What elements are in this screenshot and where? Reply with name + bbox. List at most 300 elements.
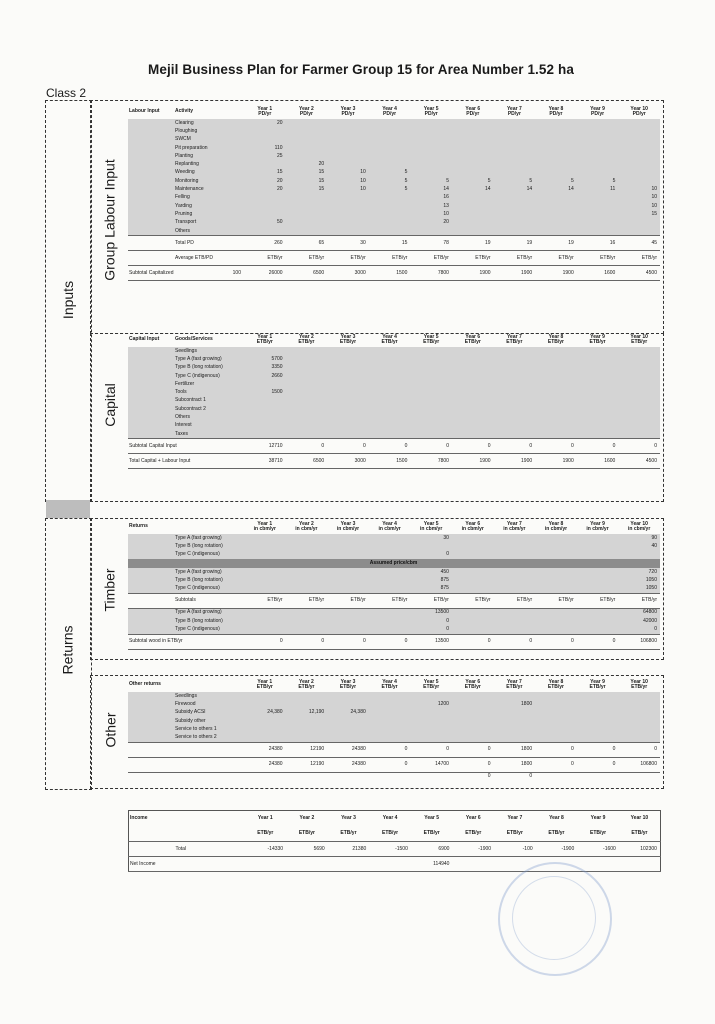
unit-label: in cbm/yr — [628, 525, 651, 532]
table-cell — [494, 372, 536, 380]
value-cell — [577, 692, 619, 700]
table-cell — [327, 388, 369, 396]
value-cell — [327, 227, 369, 236]
table-cell — [286, 576, 328, 584]
year-label: Year 8 — [548, 333, 564, 340]
value-cell — [618, 127, 660, 135]
table-cell — [128, 177, 174, 185]
value-cell — [452, 194, 494, 202]
value-cell — [244, 160, 286, 168]
value-cell — [286, 194, 328, 202]
table-cell — [494, 388, 536, 396]
table-cell — [494, 608, 536, 617]
value-cell — [494, 144, 536, 152]
timber-row — [128, 542, 660, 550]
value-cell — [286, 136, 328, 144]
item-label: Others — [174, 413, 244, 421]
unit-cell: ETB/yr — [423, 830, 440, 836]
wood-row — [128, 634, 660, 649]
other-row — [128, 733, 660, 742]
table-cell — [577, 542, 619, 550]
value-cell — [494, 119, 536, 127]
table-cell — [129, 842, 175, 857]
capital-row — [128, 413, 660, 421]
year-header — [327, 677, 369, 692]
value-cell: 45 — [618, 236, 660, 251]
table-cell — [128, 169, 174, 177]
value-cell — [286, 210, 328, 218]
value-cell: 106800 — [618, 757, 660, 772]
table-cell — [535, 347, 577, 355]
value-cell — [327, 194, 369, 202]
value-cell: -1500 — [369, 842, 411, 857]
value-cell: 13500 — [410, 634, 452, 649]
unit-label: PD/yr — [466, 110, 480, 117]
table-cell — [244, 551, 286, 559]
table-cell — [369, 422, 411, 430]
table-cell — [618, 430, 660, 439]
type-label: Type C (indigenous) — [174, 584, 244, 593]
type-label: Type B (long rotation) — [174, 617, 244, 625]
table-cell — [410, 347, 452, 355]
type-label: Type B (long rotation) — [174, 576, 244, 584]
unit-cell: ETB/yr — [340, 830, 357, 836]
value-cell — [452, 227, 494, 236]
item-label: Service to others 2 — [174, 733, 244, 742]
value-cell: 1900 — [535, 454, 577, 469]
value-cell: 106800 — [618, 634, 660, 649]
value-cell: 10 — [618, 185, 660, 193]
value-cell — [286, 733, 328, 742]
net-value: 114940 — [411, 857, 453, 872]
table-cell — [128, 593, 174, 608]
table-cell — [128, 576, 174, 584]
value-cell — [535, 692, 577, 700]
table-cell — [535, 430, 577, 439]
type-label: Type A (fast growing) — [174, 568, 244, 576]
table-cell — [369, 430, 411, 439]
value-cell — [244, 210, 286, 218]
value-cell — [244, 725, 286, 733]
band-label: Assumed price/cbm — [369, 559, 494, 568]
table-cell — [369, 413, 411, 421]
value-cell — [535, 119, 577, 127]
value-cell — [535, 202, 577, 210]
value-cell: 6500 — [286, 454, 328, 469]
value-cell: 1500 — [369, 454, 411, 469]
table-cell — [286, 405, 328, 413]
value-cell — [286, 227, 328, 236]
table-cell — [535, 397, 577, 405]
value-cell — [618, 160, 660, 168]
year-label: Year 8 — [548, 678, 564, 685]
table-cell — [128, 542, 174, 550]
value-cell: 5 — [369, 177, 411, 185]
table-cell — [577, 617, 619, 625]
subtotal-label: Subtotal Capital Input — [128, 439, 174, 454]
value-cell: 5 — [577, 177, 619, 185]
unit-label: ETB/yr — [547, 683, 565, 690]
table-cell — [577, 559, 619, 568]
other-row — [128, 717, 660, 725]
table-cell — [128, 717, 174, 725]
unit-label: in cbm/yr — [544, 525, 568, 532]
total-row — [128, 454, 660, 469]
table-cell — [618, 559, 660, 568]
value-cell — [410, 127, 452, 135]
value-cell: 0 — [452, 742, 494, 757]
value-cell: 0 — [327, 634, 369, 649]
capital-row — [128, 355, 660, 363]
unit-label: PD/yr — [549, 110, 563, 117]
table-cell — [327, 430, 369, 439]
value-cell — [327, 725, 369, 733]
table-cell — [128, 202, 174, 210]
value-cell: 7800 — [410, 454, 452, 469]
table-cell — [286, 542, 328, 550]
table-cell — [128, 251, 174, 266]
year-label: Year 8 — [548, 520, 564, 527]
year-label: Year 6 — [465, 678, 481, 685]
table-cell — [369, 584, 411, 593]
table-cell — [286, 772, 328, 781]
other-label: Other — [102, 712, 119, 748]
table-cell — [577, 388, 619, 396]
table-cell — [286, 380, 328, 388]
year-header — [452, 519, 494, 534]
year-label: Year 7 — [506, 105, 522, 112]
value-cell: 0 — [286, 439, 328, 454]
year-label: Year 6 — [465, 815, 481, 821]
value-cell: 24,380 — [327, 709, 369, 717]
item-label: Interest — [174, 422, 244, 430]
year-label: Year 7 — [507, 815, 523, 821]
value-cell: 0 — [452, 757, 494, 772]
table-cell — [128, 372, 174, 380]
value-cell — [618, 177, 660, 185]
year-header — [452, 104, 494, 119]
value-cell: -1900 — [452, 842, 494, 857]
table-cell — [452, 608, 494, 617]
value-cell — [535, 169, 577, 177]
value-cell — [452, 144, 494, 152]
table-cell — [286, 568, 328, 576]
value-cell: 0 — [369, 757, 411, 772]
table-cell — [286, 534, 328, 542]
value-cell — [369, 152, 411, 160]
value-cell: 20 — [244, 185, 286, 193]
value-cell — [494, 733, 536, 742]
value-cell: 20 — [410, 219, 452, 227]
table-cell — [410, 380, 452, 388]
table-cell — [494, 576, 536, 584]
year-header — [535, 677, 577, 692]
year-label: Year 1 — [257, 815, 273, 821]
value-cell — [494, 136, 536, 144]
table-cell — [327, 380, 369, 388]
value-cell: 3000 — [327, 266, 369, 281]
table-cell — [174, 559, 244, 568]
value-cell — [244, 227, 286, 236]
table-cell — [286, 617, 328, 625]
unit-label: ETB/yr — [256, 338, 273, 345]
value-cell: 15 — [369, 236, 411, 251]
year-label: Year 3 — [341, 815, 356, 821]
labour-row — [128, 210, 660, 218]
year-label: Year 8 — [548, 105, 564, 112]
value-cell: 720 — [618, 568, 660, 576]
table-cell — [128, 617, 174, 625]
table-cell — [535, 568, 577, 576]
table-cell — [286, 397, 328, 405]
value-cell: 12,190 — [286, 709, 328, 717]
type-label: Type A (fast growing) — [174, 608, 244, 617]
table-cell — [244, 608, 286, 617]
table-cell — [327, 568, 369, 576]
table-cell — [577, 372, 619, 380]
year-header — [410, 677, 452, 692]
table-cell — [286, 857, 328, 872]
year-label: Year 2 — [299, 678, 314, 685]
value-cell — [618, 709, 660, 717]
value-cell — [494, 219, 536, 227]
value-cell: 5 — [535, 177, 577, 185]
table-cell — [327, 625, 369, 634]
unit-cell: ETB/yr — [577, 593, 619, 608]
item-label: Fertilizer — [174, 380, 244, 388]
year-label: Year 10 — [630, 333, 648, 340]
capital-row — [128, 372, 660, 380]
value-cell: 0 — [535, 757, 577, 772]
unit-label: ETB/yr — [423, 683, 440, 690]
table-cell — [452, 617, 494, 625]
table-cell — [452, 397, 494, 405]
table-cell — [369, 772, 411, 781]
table-cell — [535, 551, 577, 559]
value-cell: 450 — [410, 568, 452, 576]
value-cell — [244, 202, 286, 210]
value-cell — [535, 210, 577, 218]
year-label: Year 5 — [423, 678, 439, 685]
value-cell: 1050 — [618, 576, 660, 584]
table-cell — [129, 826, 175, 842]
value-cell — [618, 692, 660, 700]
table-cell — [535, 608, 577, 617]
table-cell — [128, 347, 174, 355]
unit-label: PD/yr — [341, 110, 355, 117]
year-label: Year 3 — [340, 333, 356, 340]
year-label: Year 10 — [630, 520, 648, 527]
value-cell — [369, 692, 411, 700]
year-header — [327, 104, 369, 119]
class-label: Class 2 — [46, 86, 87, 100]
value-cell: 10 — [327, 185, 369, 193]
value-cell: 0 — [327, 439, 369, 454]
capital-input-table — [128, 332, 660, 469]
table-cell — [244, 559, 286, 568]
value-cell: 0 — [452, 634, 494, 649]
value-cell: 10 — [618, 194, 660, 202]
value-cell — [286, 692, 328, 700]
value-cell — [494, 709, 536, 717]
value-cell — [494, 692, 536, 700]
table-cell — [369, 405, 411, 413]
table-cell — [128, 568, 174, 576]
table-cell — [128, 127, 174, 135]
table-cell — [128, 430, 174, 439]
value-cell: 24380 — [244, 757, 286, 772]
table-cell — [286, 355, 328, 363]
table-cell — [128, 210, 174, 218]
table-cell — [494, 364, 536, 372]
value-cell — [244, 405, 286, 413]
table-cell — [577, 584, 619, 593]
table-cell — [128, 413, 174, 421]
table-cell — [577, 576, 619, 584]
activity-label: Others — [174, 227, 244, 236]
year-header — [577, 677, 619, 692]
year-label: Year 3 — [340, 520, 356, 527]
table-cell — [128, 725, 174, 733]
timber-row — [128, 625, 660, 634]
value-cell — [494, 227, 536, 236]
table-cell — [452, 413, 494, 421]
value-cell — [286, 119, 328, 127]
table-cell — [452, 568, 494, 576]
labour-row — [128, 219, 660, 227]
value-cell — [618, 733, 660, 742]
table-cell — [452, 372, 494, 380]
year-header — [494, 519, 536, 534]
table-cell — [494, 534, 536, 542]
item-label: Subsidy other — [174, 717, 244, 725]
subtotal-row — [128, 757, 660, 772]
value-cell — [535, 700, 577, 708]
unit-label: ETB/yr — [256, 683, 273, 690]
table-cell — [577, 551, 619, 559]
header-label: Activity — [175, 108, 194, 114]
value-cell: 5 — [369, 185, 411, 193]
year-label: Year 6 — [465, 520, 481, 527]
year-header — [577, 519, 619, 534]
capital-row — [128, 430, 660, 439]
value-cell — [452, 202, 494, 210]
unit-label: ETB/yr — [464, 683, 481, 690]
value-cell — [535, 709, 577, 717]
value-cell — [244, 430, 286, 439]
value-cell: 0 — [369, 439, 411, 454]
value-cell — [452, 733, 494, 742]
table-cell — [328, 857, 370, 872]
table-cell — [577, 772, 619, 781]
table-cell — [369, 397, 411, 405]
value-cell: 0 — [410, 439, 452, 454]
value-cell — [369, 160, 411, 168]
table-cell — [327, 413, 369, 421]
value-cell: 14 — [452, 185, 494, 193]
value-cell — [577, 725, 619, 733]
year-label: Year 4 — [382, 105, 397, 112]
table-cell — [128, 160, 174, 168]
table-cell — [286, 347, 328, 355]
unit-label: ETB/yr — [589, 683, 606, 690]
capital-row — [128, 380, 660, 388]
unit-label: in cbm/yr — [503, 525, 526, 532]
value-cell — [577, 127, 619, 135]
timber-row — [128, 584, 660, 593]
avg-row — [128, 251, 660, 266]
value-cell — [452, 127, 494, 135]
subtotal-label: Subtotal Capitalized — [128, 266, 174, 281]
other-row — [128, 725, 660, 733]
table-cell — [286, 422, 328, 430]
value-cell — [535, 717, 577, 725]
value-cell — [618, 119, 660, 127]
table-cell — [452, 405, 494, 413]
table-cell — [327, 405, 369, 413]
labour-row — [128, 144, 660, 152]
value-cell — [369, 127, 411, 135]
value-cell — [535, 152, 577, 160]
value-cell — [327, 202, 369, 210]
table-cell — [369, 534, 411, 542]
table-cell — [244, 772, 286, 781]
value-cell — [452, 219, 494, 227]
table-cell — [327, 608, 369, 617]
table-cell — [535, 584, 577, 593]
value-cell — [410, 119, 452, 127]
value-cell: -1600 — [577, 842, 619, 857]
table-cell — [452, 355, 494, 363]
item-label: Type C (indigenous) — [174, 372, 244, 380]
table-cell — [286, 388, 328, 396]
value-cell — [286, 202, 328, 210]
table-cell — [577, 364, 619, 372]
subtotal-label: Subtotals — [174, 593, 244, 608]
value-cell — [577, 700, 619, 708]
table-cell — [286, 364, 328, 372]
table-cell — [452, 364, 494, 372]
table-cell — [174, 757, 244, 772]
year-label: Year 3 — [340, 105, 356, 112]
unit-cell: ETB/yr — [286, 593, 328, 608]
value-cell: 13 — [410, 202, 452, 210]
year-label: Year 5 — [423, 333, 439, 340]
table-cell — [327, 772, 369, 781]
unit-cell: ETB/yr — [327, 593, 369, 608]
value-cell — [452, 169, 494, 177]
table-cell — [494, 551, 536, 559]
unit-label: in cbm/yr — [253, 525, 276, 532]
value-cell — [327, 127, 369, 135]
value-cell — [535, 127, 577, 135]
unit-label: ETB/yr — [631, 683, 648, 690]
table-cell — [618, 388, 660, 396]
value-cell: 30 — [410, 534, 452, 542]
capital-row — [128, 388, 660, 396]
year-label: Year 10 — [630, 678, 648, 685]
table-cell — [410, 413, 452, 421]
header-label — [174, 677, 244, 692]
value-cell: 0 — [494, 634, 536, 649]
unit-label: PD/yr — [507, 110, 521, 117]
table-cell — [535, 625, 577, 634]
table-cell — [410, 355, 452, 363]
table-cell — [174, 439, 244, 454]
value-cell: 0 — [452, 439, 494, 454]
value-cell: -1900 — [536, 842, 578, 857]
table-cell — [618, 405, 660, 413]
